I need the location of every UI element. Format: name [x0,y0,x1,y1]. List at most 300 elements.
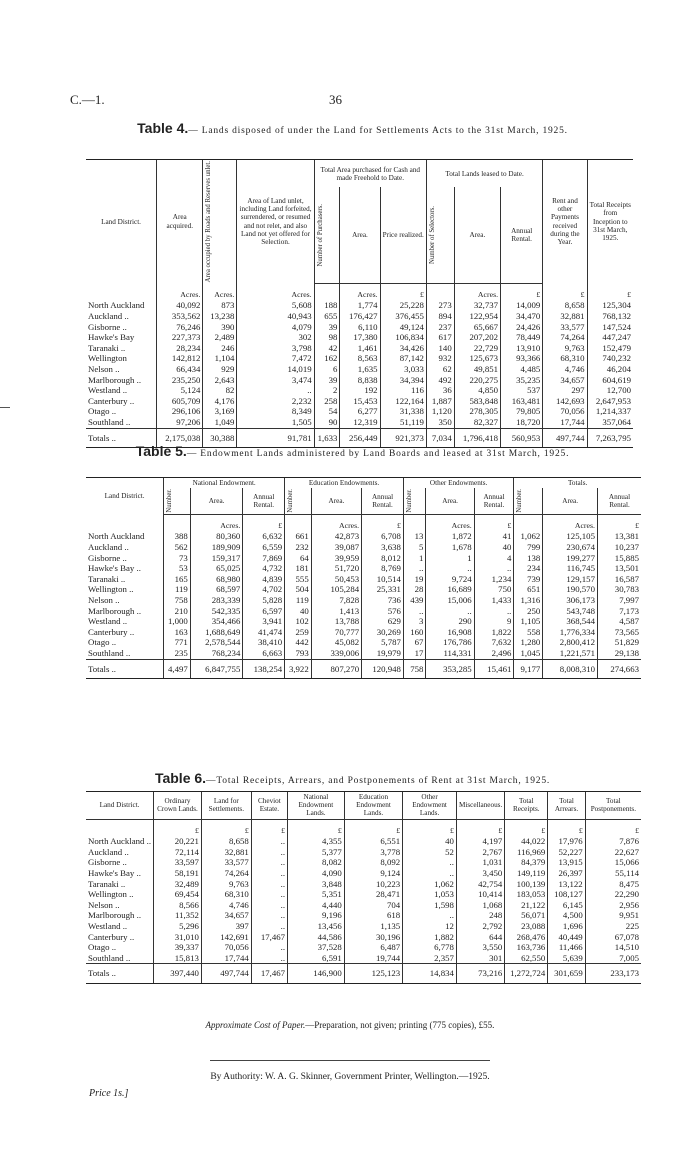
cell: 497,744 [543,428,587,448]
cell: 82 [203,385,237,396]
cell: 537 [501,385,543,396]
cell: 3,638 [362,542,404,553]
cell: .. [403,606,426,617]
row-label: North Auckland .. [88,836,152,847]
cell: 116,969 [505,847,548,858]
cell: 8,658 [201,836,251,847]
cell: 6,145 [548,900,585,911]
table-row [86,375,633,386]
cell: 54 [314,406,340,417]
t6-body [86,819,641,983]
cell: 6 [314,364,340,375]
cell: 3,941 [243,616,285,627]
cell: 8,563 [340,353,380,364]
cell: 5 [403,542,426,553]
cell: 40 [474,542,514,553]
cell: 583,848 [454,396,500,407]
cell: 232 [285,542,312,553]
row-label: Taranaki .. [88,573,126,584]
cell: 19 [403,574,426,585]
cell: 2,792 [456,921,504,932]
cell: 8,566 [154,900,202,911]
table-row [86,396,633,407]
cell: 51,720 [311,563,361,574]
cell: 2,232 [237,396,314,407]
row-label [86,819,154,836]
cell: 84,379 [505,857,548,868]
row-label: Southland .. [88,417,131,427]
t6-header-cell: Land District. [86,792,154,820]
cell: 39 [314,375,340,386]
cell: 116 [380,385,426,396]
cell: 248 [456,910,504,921]
row-label: Southland .. [88,647,131,658]
cell: 73 [164,553,191,564]
cell: .. [426,563,474,574]
table-row [86,648,641,659]
cell: 52 [403,847,457,858]
cell: Acres. [157,283,203,300]
cell: 93,366 [501,353,543,364]
cell: 4,497 [164,659,191,679]
document-reference: C.—1. [70,92,105,107]
t4-header-leased: Total Lands leased to Date. [426,160,542,188]
cell: 7,997 [597,595,641,606]
table6-title-text: —Total Receipts, Arrears, and Postponements of Rent at 31st March, 1925. [206,776,551,786]
cell: 562 [164,542,191,553]
t5-header-rental: Annual Rental. [474,488,514,514]
cell: 119 [285,595,312,606]
cell: 6,778 [403,942,457,953]
cell: 18,720 [501,417,543,428]
cell: 357,064 [587,417,633,428]
cell: 17,467 [251,964,287,984]
cell: 17,380 [340,332,380,343]
units-row [86,514,641,531]
cell: .. [474,606,514,617]
row-label: Canterbury .. [88,395,135,406]
cell: 105,284 [311,584,361,595]
cell: 2,489 [203,332,237,343]
cell: 15,813 [154,953,202,964]
table5 [86,477,641,679]
cell: 91,781 [237,428,314,448]
cell: 58,191 [154,868,202,879]
cell: 4,485 [501,364,543,375]
cell: 235 [164,648,191,659]
t4-header-purchased: Total Area purchased for Cash and made Freehold to Date. [314,160,426,188]
table4-label: Table 4. [137,120,189,136]
cell: 629 [362,616,404,627]
t6-header-row [86,792,641,820]
cell: 3,798 [237,343,314,354]
cell: 163 [164,627,191,638]
t5-header-area: Area. [543,488,598,514]
cell: £ [597,514,641,531]
cell: 44,586 [288,932,345,943]
cell: 4,850 [454,385,500,396]
cell: 10,414 [456,889,504,900]
cell: £ [380,283,426,300]
cell: 2 [314,385,340,396]
cell: 142,693 [543,396,587,407]
cell: 40,449 [548,932,585,943]
cell: 74,264 [543,332,587,343]
cell: 3,474 [237,375,314,386]
cell: 190,570 [543,584,598,595]
cell: 13,910 [501,343,543,354]
totals-row [86,659,641,679]
row-label: Hawke's Bay .. [88,563,141,574]
cell: 1,887 [426,396,454,407]
printer-authority: By Authority: W. A. G. Skinner, Government Printer, Wellington.—1925. [210,1072,490,1082]
cell: 302 [237,332,314,343]
cell: 19,744 [344,953,402,964]
t5-header-number: Number. [285,488,312,514]
cell: 142,812 [157,353,203,364]
t6-header-cell: Education Endowment Lands. [344,792,402,820]
cell: 504 [285,584,312,595]
cell: 16,908 [426,627,474,638]
cell: 29,138 [597,648,641,659]
table-row [86,584,641,595]
cell: 82,327 [454,417,500,428]
cell: 1,882 [403,932,457,943]
cell: 34,657 [201,910,251,921]
table-row [86,311,633,322]
t6-header-cell: Total Postponements. [585,792,641,820]
cell: £ [251,819,287,836]
cell: 181 [285,563,312,574]
cost-text: —Preparation, not given; printing (775 copies), £55. [305,1020,495,1030]
cell: 11,352 [154,910,202,921]
cell: 7,173 [597,606,641,617]
cell: 51,829 [597,637,641,648]
cell: 542,335 [190,606,243,617]
cell: 14,510 [585,942,641,953]
cell: 1,433 [474,595,514,606]
t6-header-cell: Total Arrears. [548,792,585,820]
cell: 6,632 [243,531,285,542]
cell: 447,247 [587,332,633,343]
cell: 125,304 [587,300,633,311]
cell: 6,551 [344,836,402,847]
cell: 736 [362,595,404,606]
cell [403,514,426,531]
cell: 388 [164,531,191,542]
units-row [86,819,641,836]
cell: .. [474,563,514,574]
cell: 4,702 [243,584,285,595]
cell: 758 [164,595,191,606]
cell: 55,114 [585,868,641,879]
cell: 67,078 [585,932,641,943]
cell: 1,062 [403,879,457,890]
cell: 235,250 [157,375,203,386]
cell: 3,169 [203,406,237,417]
cell: 40,092 [157,300,203,311]
cell: 376,455 [380,311,426,322]
row-label: Auckland .. [88,311,129,322]
cell: 98 [314,332,340,343]
t5-header-number: Number. [403,488,426,514]
cell: 497,744 [201,964,251,984]
row-label: Auckland .. [88,846,129,857]
cell: 740,232 [587,353,633,364]
cell: 162 [314,353,340,364]
t5-header-national: National Endowment. [164,478,285,489]
cell: 246 [203,343,237,354]
cell: 149,119 [505,868,548,879]
cell: 1,214,337 [587,406,633,417]
t4-header-roads: Area occupied by Roads and Reserves unlet. [203,160,237,284]
cell: 771 [164,637,191,648]
cell: 15,885 [597,553,641,564]
cell: 273 [426,300,454,311]
cell: 1,104 [203,353,237,364]
cell: 10,514 [362,574,404,585]
cell: 6,110 [340,322,380,333]
cell: 1,000 [164,616,191,627]
cell: 4,090 [288,868,345,879]
cell: 1,872 [426,531,474,542]
cell: 142,691 [201,932,251,943]
cell: 296,106 [157,406,203,417]
cell: 31,010 [154,932,202,943]
row-label: Westland .. [88,616,128,627]
cell: 176,427 [340,311,380,322]
cell: 4,746 [543,364,587,375]
cell: 605,709 [157,396,203,407]
t6-header-cell: Cheviot Estate. [251,792,287,820]
cell: 147,524 [587,322,633,333]
cell: 68,310 [543,353,587,364]
cell: 1,461 [340,343,380,354]
cell: 290 [426,616,474,627]
table-row [86,364,633,375]
cell: 15,461 [474,659,514,679]
cell: 39,959 [311,553,361,564]
table-row [86,300,633,311]
margin-mark [0,407,10,408]
cell: £ [505,819,548,836]
cell: Acres. [426,514,474,531]
cell: 42 [314,343,340,354]
cell: Acres. [311,514,361,531]
cell: 368,544 [543,616,598,627]
cell: 69,454 [154,889,202,900]
cell: 40 [403,836,457,847]
cell: .. [251,868,287,879]
table-row [86,879,641,890]
cell: 1,696 [548,921,585,932]
cell: 14,834 [403,964,457,984]
table-row [86,574,641,585]
cell [314,283,340,300]
cell: 129,157 [543,574,598,585]
cell: 492 [426,375,454,386]
cell: 122,954 [454,311,500,322]
cell: 66,434 [157,364,203,375]
row-label: Totals .. [86,428,157,448]
cell: 8,769 [362,563,404,574]
cell: .. [403,857,457,868]
t4-header-price: Price realized. [380,187,426,283]
table-row [86,932,641,943]
cell: 1,688,649 [190,627,243,638]
cell: 3,033 [380,364,426,375]
t5-header-totals: Totals. [514,478,641,489]
cell: 1 [403,553,426,564]
cell: 220,275 [454,375,500,386]
cell: 4,732 [243,563,285,574]
cell: 46,204 [587,364,633,375]
cell: 68,310 [201,889,251,900]
row-label: Otago .. [88,942,117,953]
cell: .. [251,857,287,868]
table-row [86,563,641,574]
cell: 6,597 [243,606,285,617]
cell: 30,783 [597,584,641,595]
cell: 183,053 [505,889,548,900]
cell: 45,082 [311,637,361,648]
cell: 24,426 [501,322,543,333]
cell: 3,550 [456,942,504,953]
cell: 64 [285,553,312,564]
row-label: Nelson .. [88,899,120,910]
row-label: Taranaki .. [88,878,126,889]
cell: 32,881 [201,847,251,858]
row-label: Marlborough .. [88,605,142,616]
cell: 1,105 [514,616,543,627]
cell: 1,678 [426,542,474,553]
cell: 13,122 [548,879,585,890]
cell: 704 [344,900,402,911]
cell: 163,481 [501,396,543,407]
cell: 7,876 [585,836,641,847]
cell: 17 [403,648,426,659]
cell: 1,045 [514,648,543,659]
table5-title [30,445,675,460]
cell: 17,744 [201,953,251,964]
cell: 33,577 [201,857,251,868]
cell: 17,744 [543,417,587,428]
cell: .. [403,868,457,879]
cell: .. [251,942,287,953]
cell: 26,397 [548,868,585,879]
cell: 354,466 [190,616,243,627]
table-row [86,627,641,638]
cell: 125,673 [454,353,500,364]
cell: 4,197 [456,836,504,847]
t6-header-cell: Land for Settlements. [201,792,251,820]
row-label: Totals .. [86,659,164,679]
cell: 52,227 [548,847,585,858]
table-row [86,531,641,542]
table-row [86,343,633,354]
cell: 6,591 [288,953,345,964]
cell: .. [237,385,314,396]
cell: 120,948 [362,659,404,679]
cell: 306,173 [543,595,598,606]
cell: 25,331 [362,584,404,595]
cell: 5,124 [157,385,203,396]
cell: 6,277 [340,406,380,417]
cell: 442 [285,637,312,648]
cell: 4,079 [237,322,314,333]
row-label: Gisborne .. [88,552,127,563]
t4-header-selectors: Number of Selectors. [426,187,454,283]
cell: 560,953 [501,428,543,448]
cell: 30,388 [203,428,237,448]
row-label: North Auckland [88,531,145,542]
cell: 5,787 [362,637,404,648]
page-number: 36 [329,92,342,107]
cell: 283,339 [190,595,243,606]
cell: £ [201,819,251,836]
cell: £ [288,819,345,836]
t5-header-rental: Annual Rental. [597,488,641,514]
cell: 62,550 [505,953,548,964]
cell: 2,643 [203,375,237,386]
cell: 397 [201,921,251,932]
cell: 74,264 [201,868,251,879]
cell: 73,565 [597,627,641,638]
cell: 6,487 [344,942,402,953]
cell: 1,053 [403,889,457,900]
table6-label: Table 6. [154,770,207,786]
cell: 301,659 [548,964,585,984]
t4-header-annual-rental: Annual Rental. [501,187,543,283]
cell: 9,951 [585,910,641,921]
cell: 1 [426,553,474,564]
cell: 25,228 [380,300,426,311]
cell: Acres. [190,514,243,531]
cell: .. [251,900,287,911]
cell: 258 [314,396,340,407]
cell: 932 [426,353,454,364]
cell: 8,475 [585,879,641,890]
cell: 192 [340,385,380,396]
cell: 13,915 [548,857,585,868]
cell: 1,280 [514,637,543,648]
cell: 618 [344,910,402,921]
cell: 15,453 [340,396,380,407]
cell: 116,745 [543,563,598,574]
cell: 37,528 [288,942,345,953]
cell [285,514,312,531]
table-row [86,921,641,932]
row-label: Wellington [88,353,127,364]
table5-title-text: — Endowment Lands administered by Land Boards and leased at 31st March, 1925. [186,449,570,459]
cell: 555 [285,574,312,585]
t6-header-cell: Other Endowment Lands. [403,792,457,820]
cell: 1,135 [344,921,402,932]
cell: 73,216 [456,964,504,984]
row-label: Gisborne .. [88,321,127,332]
cell: £ [501,283,543,300]
cell: 1,031 [456,857,504,868]
cell: 1,272,724 [505,964,548,984]
cell: 10,237 [597,542,641,553]
cell: 353,562 [157,311,203,322]
t4-header-purchasers: Number of Purchasers. [314,187,340,283]
cell: 2,175,038 [157,428,203,448]
cell: 1,234 [474,574,514,585]
cell: 7,632 [474,637,514,648]
cell: 39 [314,322,340,333]
cell: 6,847,755 [190,659,243,679]
